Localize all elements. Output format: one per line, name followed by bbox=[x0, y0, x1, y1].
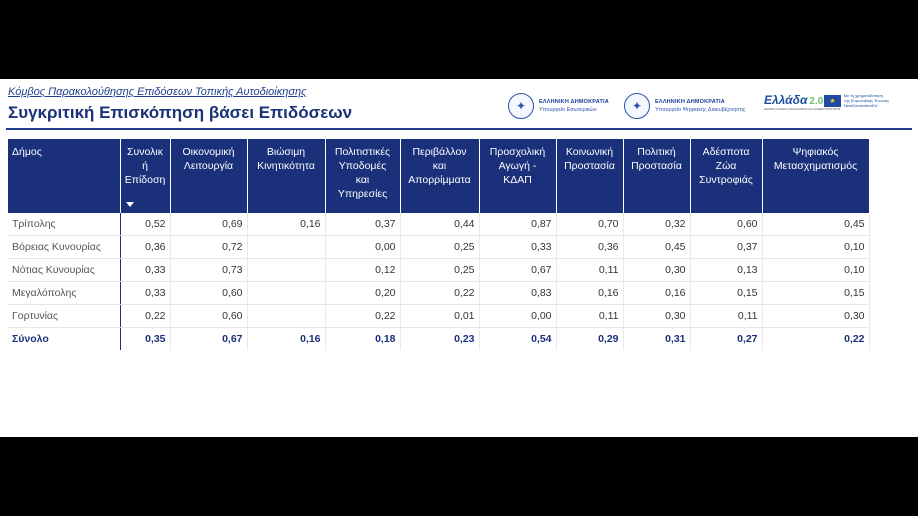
score-cell: 0,45 bbox=[623, 236, 690, 259]
column-header-label: Επίδοση bbox=[124, 174, 166, 186]
page-title: Συγκριτική Επισκόπηση βάσει Επιδόσεων bbox=[8, 103, 353, 122]
score-cell: 0,37 bbox=[325, 213, 400, 236]
report-breadcrumb-link[interactable]: Κόμβος Παρακολούθησης Επιδόσεων Τοπικής Αυτοδιοίκησης bbox=[8, 86, 307, 98]
column-header-label: Υποδομές bbox=[338, 160, 387, 172]
report-canvas bbox=[0, 79, 918, 437]
municipality-name: Γορτυνίας bbox=[8, 305, 120, 328]
column-header-label: και bbox=[432, 160, 447, 172]
logo-line1: ΕΛΛΗΝΙΚΗ ΔΗΜΟΚΡΑΤΙΑ bbox=[539, 99, 609, 105]
column-header-label: Πολιτιστικές bbox=[334, 146, 391, 158]
table-row[interactable] bbox=[8, 305, 869, 328]
ministry-interior-logo bbox=[508, 93, 609, 119]
score-cell: 0,22 bbox=[325, 305, 400, 328]
score-cell: 0,10 bbox=[762, 236, 869, 259]
score-cell: 0,22 bbox=[120, 305, 170, 328]
score-cell: 0,60 bbox=[170, 282, 247, 305]
column-header-label: Λειτουργία bbox=[183, 160, 234, 172]
score-cell: 0,11 bbox=[556, 259, 623, 282]
column-header[interactable] bbox=[8, 139, 120, 213]
column-header[interactable] bbox=[479, 139, 556, 213]
greece20-version: 2.0 bbox=[809, 96, 824, 107]
column-header[interactable] bbox=[325, 139, 400, 213]
score-cell: 0,60 bbox=[170, 305, 247, 328]
column-header-label: Οικονομική bbox=[182, 146, 235, 158]
column-header-label: Κινητικότητα bbox=[257, 160, 315, 172]
column-header-label: Δήμος bbox=[12, 146, 42, 158]
header-divider bbox=[6, 128, 912, 130]
sort-descending-icon[interactable] bbox=[126, 202, 134, 207]
column-header-label: Προσχολική bbox=[489, 146, 546, 158]
score-cell: 0,01 bbox=[400, 305, 479, 328]
score-cell: 0,13 bbox=[690, 259, 762, 282]
score-cell: 0,37 bbox=[690, 236, 762, 259]
table-row[interactable] bbox=[8, 213, 869, 236]
score-cell: 0,11 bbox=[690, 305, 762, 328]
column-header-label: Κοινωνική bbox=[565, 146, 614, 158]
score-cell: 0,69 bbox=[170, 213, 247, 236]
greek-emblem-icon: ✦ bbox=[624, 93, 650, 119]
score-cell: 0,25 bbox=[400, 259, 479, 282]
score-cell: 0,22 bbox=[400, 282, 479, 305]
column-header[interactable] bbox=[400, 139, 479, 213]
column-header-label: Ψηφιακός bbox=[792, 146, 839, 158]
score-cell bbox=[247, 236, 325, 259]
total-label: Σύνολο bbox=[8, 328, 120, 351]
column-header-label: Συνολικ bbox=[127, 146, 163, 158]
column-header[interactable] bbox=[247, 139, 325, 213]
municipality-name: Μεγαλόπολης bbox=[8, 282, 120, 305]
total-cell: 0,18 bbox=[325, 328, 400, 351]
score-cell bbox=[247, 282, 325, 305]
total-cell: 0,27 bbox=[690, 328, 762, 351]
score-cell: 0,00 bbox=[325, 236, 400, 259]
score-cell: 0,83 bbox=[479, 282, 556, 305]
column-header[interactable] bbox=[690, 139, 762, 213]
score-cell: 0,00 bbox=[479, 305, 556, 328]
score-cell: 0,72 bbox=[170, 236, 247, 259]
total-cell: 0,29 bbox=[556, 328, 623, 351]
score-cell: 0,67 bbox=[479, 259, 556, 282]
column-header-label: Αδέσποτα bbox=[702, 146, 750, 158]
column-header-label: Μετασχηματισμός bbox=[773, 160, 858, 172]
score-cell: 0,15 bbox=[690, 282, 762, 305]
column-header-label: Απορρίμματα bbox=[408, 174, 471, 186]
logo-line2: Υπουργείο Ψηφιακής Διακυβέρνησης bbox=[655, 107, 746, 113]
score-cell: 0,10 bbox=[762, 259, 869, 282]
municipality-name: Βόρειας Κυνουρίας bbox=[8, 236, 120, 259]
municipality-name: Τρίπολης bbox=[8, 213, 120, 236]
table-header-row bbox=[8, 139, 869, 213]
eu-text2: της Ευρωπαϊκής Ένωσης bbox=[844, 98, 890, 103]
column-header[interactable] bbox=[762, 139, 869, 213]
municipality-name: Νότιας Κυνουρίας bbox=[8, 259, 120, 282]
logo-line1: ΕΛΛΗΝΙΚΗ ΔΗΜΟΚΡΑΤΙΑ bbox=[655, 99, 725, 105]
total-cell: 0,22 bbox=[762, 328, 869, 351]
score-cell: 0,30 bbox=[762, 305, 869, 328]
greek-emblem-icon: ✦ bbox=[508, 93, 534, 119]
total-cell: 0,67 bbox=[170, 328, 247, 351]
table-row[interactable] bbox=[8, 236, 869, 259]
score-cell: 0,33 bbox=[120, 282, 170, 305]
score-cell: 0,12 bbox=[325, 259, 400, 282]
eu-logo bbox=[824, 93, 889, 108]
total-cell: 0,23 bbox=[400, 328, 479, 351]
score-cell: 0,36 bbox=[556, 236, 623, 259]
score-cell: 0,52 bbox=[120, 213, 170, 236]
column-header-label: Αγωγή - bbox=[498, 160, 537, 172]
greece20-sub: ΕΘΝΙΚΟ ΣΧΕΔΙΟ ΑΝΑΚΑΜΨΗΣ ΚΑΙ ΑΝΘΕΚΤΙΚΟΤΗΤΑΣ bbox=[764, 107, 841, 111]
score-cell: 0,11 bbox=[556, 305, 623, 328]
score-cell bbox=[247, 259, 325, 282]
score-cell: 0,16 bbox=[556, 282, 623, 305]
score-cell: 0,30 bbox=[623, 259, 690, 282]
score-cell: 0,44 bbox=[400, 213, 479, 236]
score-cell: 0,36 bbox=[120, 236, 170, 259]
column-header-label: Υπηρεσίες bbox=[337, 188, 388, 200]
column-header[interactable] bbox=[120, 139, 170, 213]
score-cell: 0,16 bbox=[623, 282, 690, 305]
greece20-main: Ελλάδα bbox=[764, 93, 808, 107]
column-header-label: Προστασία bbox=[564, 160, 615, 172]
total-cell: 0,31 bbox=[623, 328, 690, 351]
column-header-label: ή bbox=[142, 160, 148, 172]
score-cell: 0,15 bbox=[762, 282, 869, 305]
performance-table bbox=[8, 139, 870, 350]
score-cell: 0,70 bbox=[556, 213, 623, 236]
score-cell: 0,33 bbox=[479, 236, 556, 259]
score-cell bbox=[247, 305, 325, 328]
column-header-label: Βιώσιμη bbox=[266, 146, 306, 158]
total-cell: 0,16 bbox=[247, 328, 325, 351]
score-cell: 0,20 bbox=[325, 282, 400, 305]
score-cell: 0,30 bbox=[623, 305, 690, 328]
score-cell: 0,87 bbox=[479, 213, 556, 236]
score-cell: 0,32 bbox=[623, 213, 690, 236]
column-header-label: ΚΔΑΠ bbox=[503, 174, 532, 186]
column-header-label: Περιβάλλον bbox=[412, 146, 467, 158]
column-header-label: Πολιτική bbox=[637, 146, 676, 158]
total-cell: 0,54 bbox=[479, 328, 556, 351]
column-header-label: Ζώα bbox=[715, 160, 737, 172]
logo-line2: Υπουργείο Εσωτερικών bbox=[539, 107, 597, 113]
total-cell: 0,35 bbox=[120, 328, 170, 351]
ministry-digital-logo bbox=[624, 93, 745, 119]
column-header-label: Προστασία bbox=[631, 160, 682, 172]
score-cell: 0,45 bbox=[762, 213, 869, 236]
score-cell: 0,25 bbox=[400, 236, 479, 259]
column-header[interactable] bbox=[556, 139, 623, 213]
column-header-label: Συντροφιάς bbox=[699, 174, 753, 186]
score-cell: 0,73 bbox=[170, 259, 247, 282]
column-header[interactable] bbox=[623, 139, 690, 213]
eu-text1: Με τη χρηματοδότηση bbox=[844, 93, 883, 98]
score-cell: 0,16 bbox=[247, 213, 325, 236]
score-cell: 0,33 bbox=[120, 259, 170, 282]
total-row bbox=[8, 328, 869, 351]
eu-text3: NextGenerationEU bbox=[844, 103, 878, 108]
column-header-label: και bbox=[355, 174, 370, 186]
table-row[interactable] bbox=[8, 259, 869, 282]
score-cell: 0,60 bbox=[690, 213, 762, 236]
table-row[interactable] bbox=[8, 282, 869, 305]
column-header[interactable] bbox=[170, 139, 247, 213]
eu-flag-icon: ★ bbox=[824, 95, 841, 107]
